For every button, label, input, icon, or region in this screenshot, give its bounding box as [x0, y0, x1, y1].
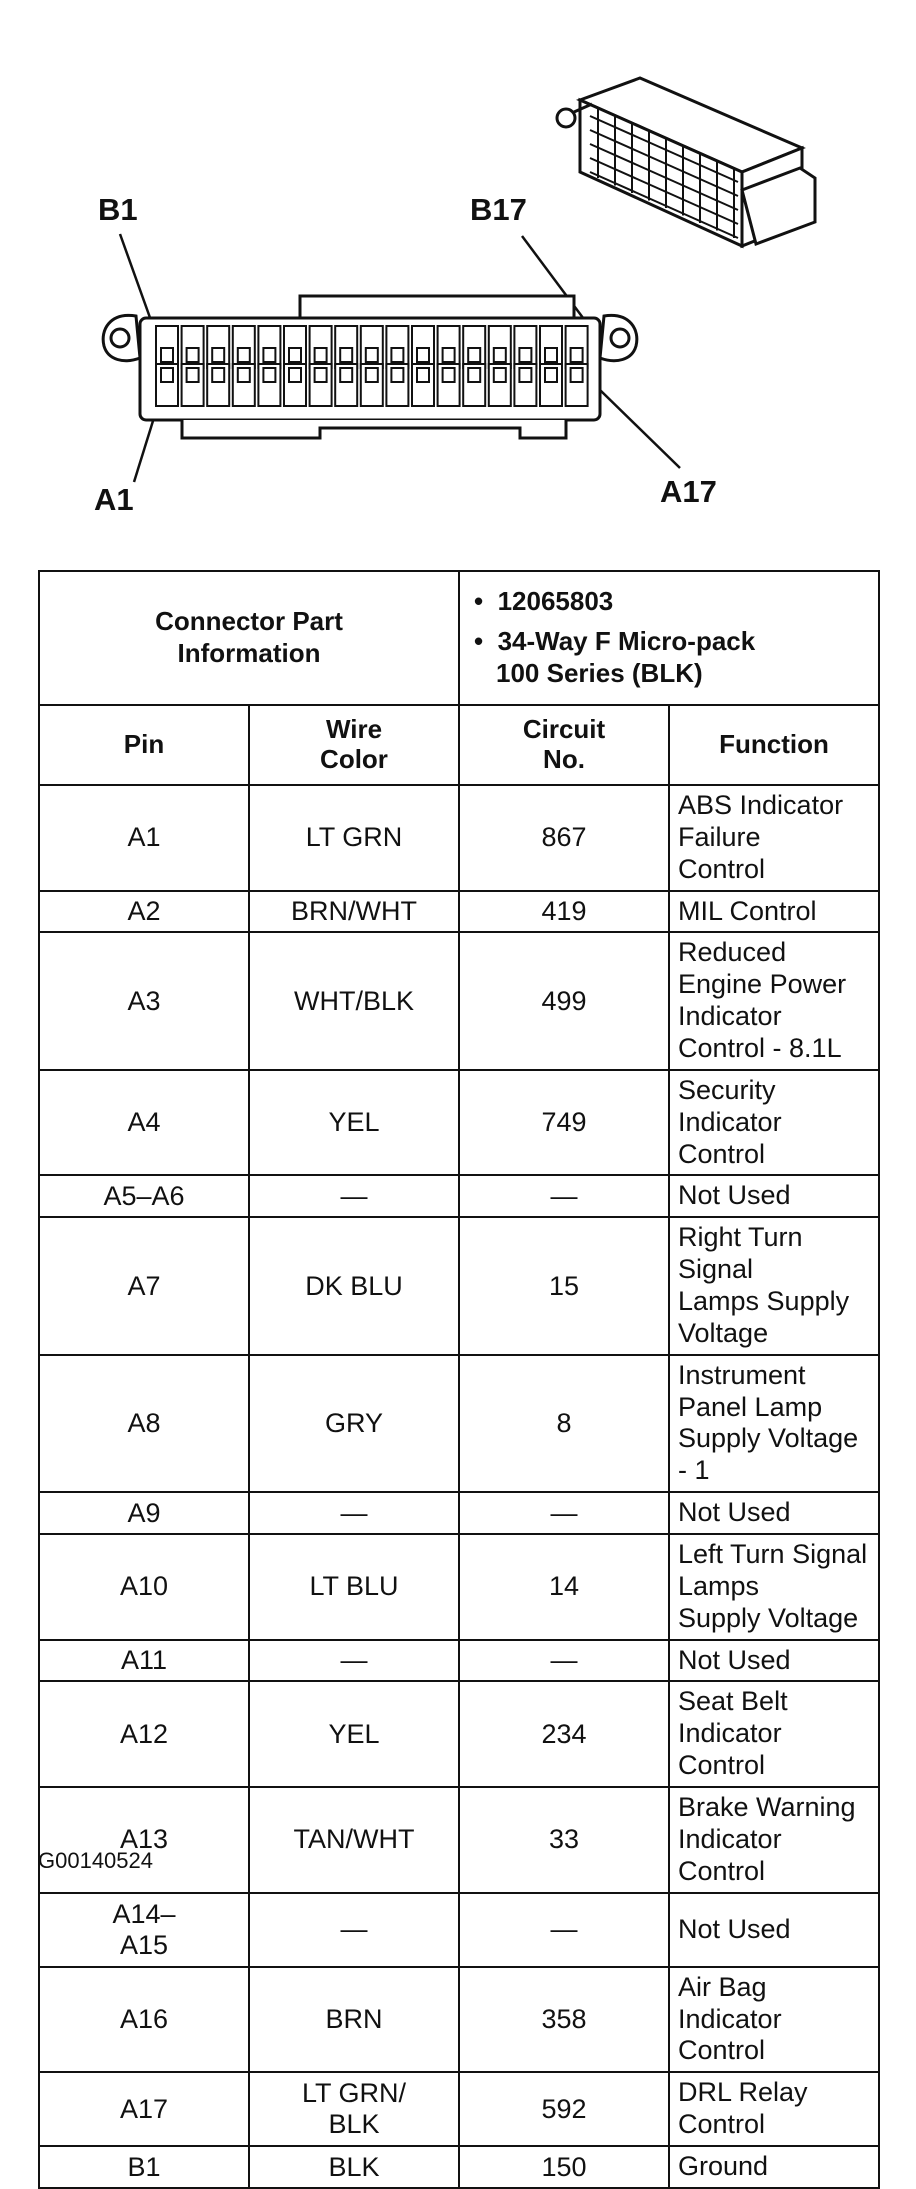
function-cell [669, 1175, 879, 1217]
pin-cell-text: A12 [119, 1718, 169, 1749]
callout-a17: A17 [660, 474, 717, 509]
wire-color-cell-text: — [340, 1645, 368, 1676]
header-pin: Pin [39, 705, 249, 785]
function-cell-text: Ground [678, 2151, 769, 2182]
function-cell-text: DRL Relay Control [678, 2077, 808, 2140]
function-cell-text: Control [678, 1750, 766, 1781]
header-circuit-no: Circuit No. [459, 705, 669, 785]
function-cell [669, 1640, 879, 1682]
function-cell [669, 1534, 879, 1640]
function-cell-text: Instrument Panel Lamp [678, 1359, 823, 1422]
header-wire-color: Wire Color [249, 705, 459, 785]
table-row [39, 2072, 879, 2146]
wire-color-cell-text: — [340, 1180, 368, 1211]
pin-cell-text: A8 [127, 1407, 161, 1438]
wire-color-cell [249, 1355, 459, 1492]
pin-cell [39, 1534, 249, 1640]
connector-illustration [0, 0, 916, 560]
function-cell-text: Supply Voltage - 1 [678, 1423, 859, 1486]
circuit-cell-text: 33 [548, 1824, 580, 1855]
pin-terminal [545, 368, 557, 382]
wire-color-cell-text: — [340, 1497, 368, 1528]
function-cell [669, 891, 879, 933]
pin-terminal [519, 348, 531, 362]
table-row [39, 785, 879, 891]
circuit-cell-text: 150 [541, 2151, 587, 2182]
wire-color-cell [249, 891, 459, 933]
circuit-cell [459, 1355, 669, 1492]
function-cell-text: Reduced Engine Power [678, 937, 847, 1000]
function-cell [669, 1217, 879, 1354]
table-row [39, 1355, 879, 1492]
circuit-cell-text: 419 [541, 896, 587, 926]
pin-cell-text: A9 [127, 1497, 161, 1528]
pin-cell-text: A14– [112, 1898, 176, 1929]
wire-color-cell-text: WHT/BLK [293, 985, 414, 1016]
circuit-cell [459, 932, 669, 1069]
pin-cell [39, 1893, 249, 1967]
table-row [39, 1175, 879, 1217]
function-cell-text: Right Turn Signal [678, 1222, 803, 1285]
circuit-cell-text: — [550, 1645, 578, 1676]
callout-b17: B17 [470, 192, 527, 227]
wire-color-cell-text: LT GRN/ [301, 2078, 407, 2109]
wire-color-cell [249, 1640, 459, 1682]
circuit-cell-text: 592 [541, 2093, 587, 2124]
circuit-cell-text: — [550, 1914, 578, 1945]
connector-description: • 34-Way F Micro-pack 100 Series (BLK) [474, 626, 756, 688]
function-cell [669, 1681, 879, 1787]
table-row [39, 1492, 879, 1534]
pin-cell [39, 2146, 249, 2188]
pin-terminal [289, 348, 301, 362]
pin-cell [39, 1967, 249, 2073]
function-cell-text: Indicator Control - 8.1L [678, 1001, 842, 1064]
wire-color-cell [249, 1217, 459, 1354]
wire-color-cell-text: BRN/WHT [291, 896, 417, 926]
pin-terminal [571, 348, 583, 362]
callout-b1: B1 [98, 192, 138, 227]
connector-info-label [39, 571, 459, 705]
table-row [39, 1070, 879, 1176]
circuit-cell-text: 499 [541, 985, 587, 1016]
wire-color-cell-text: BLK [328, 2109, 380, 2140]
circuit-cell [459, 1787, 669, 1893]
wire-color-cell-text: TAN/WHT [293, 1824, 415, 1855]
pin-terminal [263, 368, 275, 382]
pin-cell [39, 1492, 249, 1534]
wire-color-cell [249, 1492, 459, 1534]
function-cell-text: Not Used [678, 1913, 791, 1944]
function-cell-text: ABS Indicator Failure [678, 790, 844, 852]
pin-terminal [468, 348, 480, 362]
circuit-cell [459, 1640, 669, 1682]
function-cell [669, 1492, 879, 1534]
connector-face [103, 296, 637, 438]
circuit-cell [459, 1217, 669, 1354]
function-cell-text: MIL Control [678, 895, 817, 926]
circuit-cell-text: 234 [541, 1718, 587, 1749]
pin-terminal [187, 368, 199, 382]
wire-color-cell [249, 1967, 459, 2073]
wire-color-cell [249, 1534, 459, 1640]
wire-color-cell [249, 932, 459, 1069]
part-number: • 12065803 [474, 586, 614, 617]
function-cell [669, 2146, 879, 2188]
wire-color-cell-text: DK BLU [305, 1270, 403, 1301]
table-header-row [39, 705, 879, 785]
pin-terminal [391, 368, 403, 382]
function-cell [669, 1787, 879, 1893]
pin-cell-text: A16 [119, 2003, 169, 2034]
info-label-line2: Information [177, 638, 321, 668]
circuit-cell-text: — [550, 1180, 578, 1211]
pin-cell-text: A10 [119, 1571, 169, 1602]
function-cell-text: Control [678, 853, 766, 884]
wire-color-cell [249, 1175, 459, 1217]
table-row [39, 932, 879, 1069]
circuit-cell [459, 1175, 669, 1217]
circuit-cell [459, 1070, 669, 1176]
circuit-cell [459, 1967, 669, 2073]
wire-color-cell-text: YEL [328, 1718, 380, 1749]
wire-color-cell-text: LT BLU [309, 1571, 399, 1602]
pin-terminal [417, 348, 429, 362]
pin-terminal [494, 348, 506, 362]
pin-terminal [494, 368, 506, 382]
pin-terminal [315, 368, 327, 382]
pin-cell [39, 785, 249, 891]
connector-info-value [459, 571, 879, 705]
function-cell-text: Supply Voltage [678, 1602, 859, 1633]
wire-color-cell-text: YEL [328, 1107, 380, 1138]
pin-cell-text: A17 [119, 2093, 169, 2124]
table-row [39, 1640, 879, 1682]
pin-terminal [161, 348, 173, 362]
function-cell-text: Lamps Supply Voltage [678, 1286, 850, 1348]
wire-color-cell [249, 1681, 459, 1787]
callout-a1: A1 [94, 482, 134, 517]
pin-cell-text: A4 [127, 1107, 161, 1138]
header-function: Function [669, 705, 879, 785]
pin-cell [39, 1787, 249, 1893]
pin-terminal [263, 348, 275, 362]
circuit-cell-text: 749 [541, 1107, 587, 1138]
pin-cell-text: A11 [120, 1645, 168, 1676]
table-row [39, 1967, 879, 2073]
wire-color-cell [249, 2072, 459, 2146]
circuit-cell [459, 2072, 669, 2146]
connector-pinout-table [38, 570, 880, 2189]
connector-info-row [39, 571, 879, 705]
table-row [39, 1787, 879, 1893]
pin-cell [39, 1070, 249, 1176]
pin-terminal [545, 348, 557, 362]
wire-color-cell [249, 1787, 459, 1893]
circuit-cell [459, 2146, 669, 2188]
function-cell-text: Seat Belt Indicator [678, 1686, 788, 1749]
figure-id: G00140524 [38, 1848, 153, 1873]
pin-cell [39, 1217, 249, 1354]
wire-color-cell-text: BRN [325, 2003, 383, 2034]
function-cell [669, 2072, 879, 2146]
table-row [39, 1681, 879, 1787]
circuit-cell-text: 358 [541, 2003, 587, 2034]
pin-terminal [366, 368, 378, 382]
pin-terminal [443, 368, 455, 382]
function-cell-text: Not Used [678, 1180, 791, 1211]
pin-cell [39, 1681, 249, 1787]
table-row [39, 1534, 879, 1640]
wire-color-cell [249, 1070, 459, 1176]
table-row [39, 1893, 879, 1967]
function-cell [669, 1967, 879, 2073]
pin-terminal [571, 368, 583, 382]
circuit-cell [459, 1893, 669, 1967]
circuit-cell [459, 1492, 669, 1534]
pin-terminal [519, 368, 531, 382]
table-row [39, 891, 879, 933]
pin-terminal [238, 368, 250, 382]
pin-terminal [238, 348, 250, 362]
function-cell-text: Security Indicator [678, 1074, 782, 1137]
wire-color-cell [249, 785, 459, 891]
pin-terminal [417, 368, 429, 382]
pin-terminal [443, 348, 455, 362]
pin-terminal [212, 348, 224, 362]
pin-cell [39, 932, 249, 1069]
circuit-cell-text: 15 [548, 1270, 580, 1301]
function-cell [669, 932, 879, 1069]
pin-terminal [187, 348, 199, 362]
function-cell-text: Not Used [678, 1644, 791, 1675]
pin-terminal [340, 348, 352, 362]
circuit-cell [459, 1681, 669, 1787]
wire-color-cell [249, 2146, 459, 2188]
pin-cell [39, 1640, 249, 1682]
table-row [39, 2146, 879, 2188]
pin-cell-text: A3 [127, 985, 161, 1016]
function-cell-text: Control [678, 1138, 766, 1169]
circuit-cell-text: — [550, 1497, 578, 1528]
function-cell-text: Brake Warning Indicator [678, 1792, 856, 1854]
info-label-line1: Connector Part [155, 606, 343, 637]
circuit-cell-text: 8 [556, 1407, 572, 1438]
function-cell-text: Control [678, 1855, 766, 1886]
pin-cell-text: A1 [127, 822, 161, 853]
connector-face-diagram [0, 0, 916, 560]
connector-isometric-view [557, 78, 815, 246]
circuit-cell [459, 785, 669, 891]
pin-terminal [212, 368, 224, 382]
pin-cell-text: A15 [119, 1929, 169, 1960]
circuit-cell-text: 14 [548, 1571, 580, 1602]
circuit-cell [459, 891, 669, 933]
pin-cell [39, 2072, 249, 2146]
pin-terminal [391, 348, 403, 362]
table-row [39, 1217, 879, 1354]
function-cell [669, 785, 879, 891]
pin-cell-text: B1 [127, 2151, 161, 2182]
pin-terminal [340, 368, 352, 382]
wire-color-cell-text: GRY [324, 1407, 384, 1438]
function-cell-text: Left Turn Signal Lamps [678, 1539, 868, 1601]
pin-terminal [289, 368, 301, 382]
function-cell-text: Air Bag Indicator Control [678, 1971, 782, 2066]
function-cell-text: Not Used [678, 1497, 791, 1528]
pin-cell [39, 1175, 249, 1217]
function-cell [669, 1070, 879, 1176]
pin-terminal [315, 348, 327, 362]
pin-cell [39, 1355, 249, 1492]
wire-color-cell-text: LT GRN [305, 822, 403, 853]
pin-terminal [161, 368, 173, 382]
pin-cell-text: A5–A6 [103, 1180, 185, 1211]
pin-cell [39, 891, 249, 933]
pin-cell-text: A7 [127, 1270, 161, 1301]
pin-cell-text: A2 [127, 896, 161, 926]
circuit-cell [459, 1534, 669, 1640]
circuit-cell-text: 867 [541, 822, 587, 853]
function-cell [669, 1893, 879, 1967]
pin-cell-text: A13 [119, 1824, 169, 1855]
function-cell [669, 1355, 879, 1492]
wire-color-cell-text: — [340, 1914, 368, 1945]
wire-color-cell [249, 1893, 459, 1967]
pin-terminal [366, 348, 378, 362]
pin-terminal [468, 368, 480, 382]
wire-color-cell-text: BLK [328, 2151, 380, 2182]
